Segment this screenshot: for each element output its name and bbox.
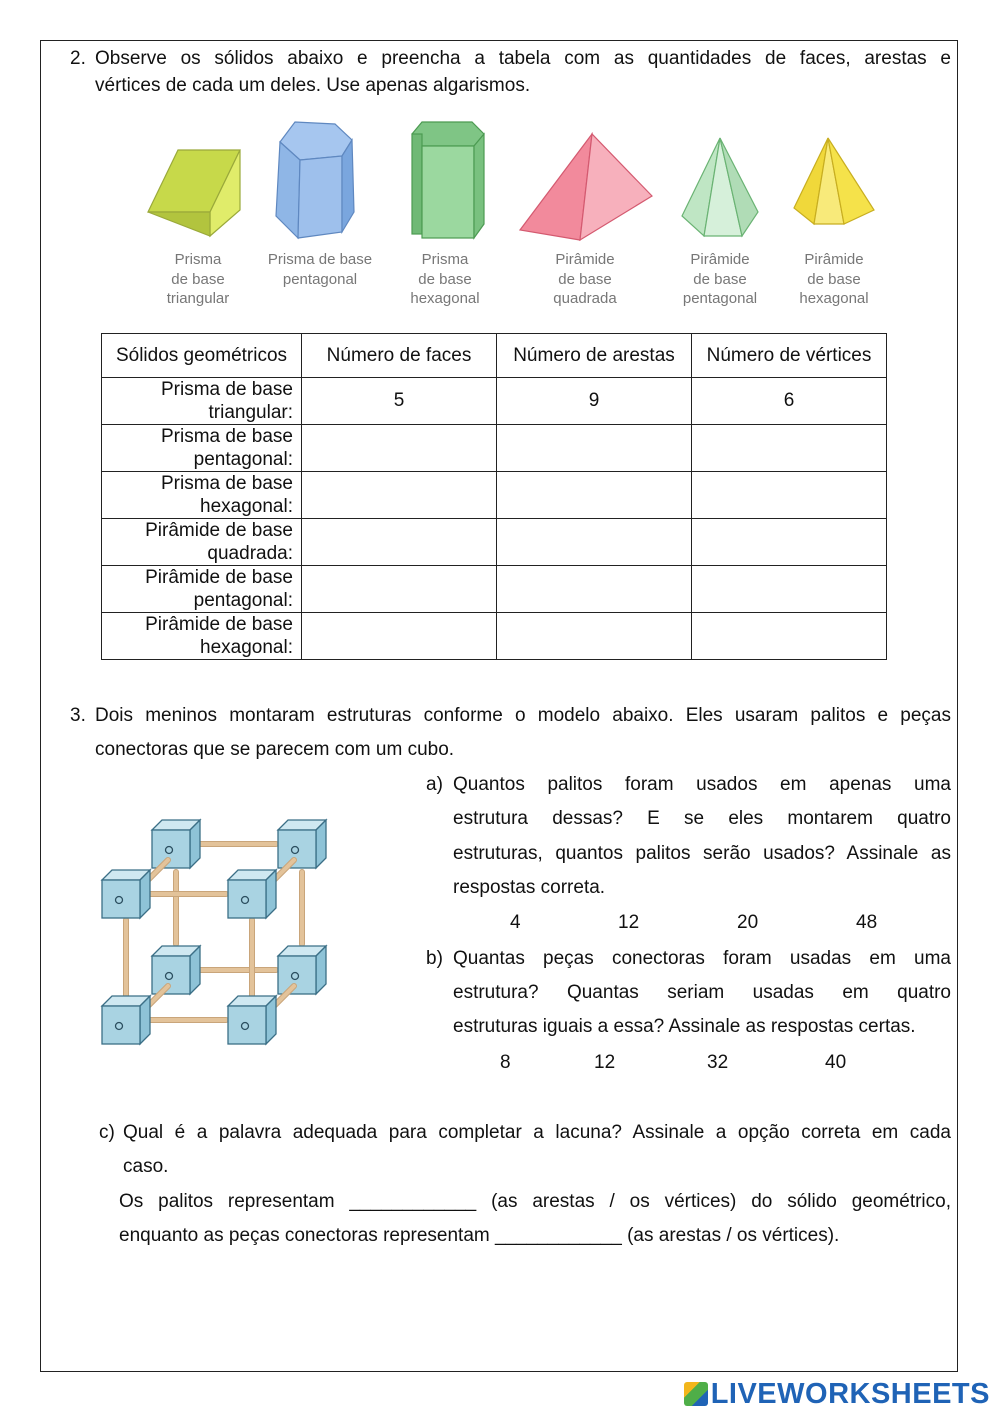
part-a-line3: estruturas, quantos palitos serão usados? Assinale as: [453, 843, 951, 864]
row-solid-name: Prisma de base triangular:: [102, 378, 302, 425]
liveworksheets-logo: LIVEWORKSHEETS: [684, 1378, 990, 1411]
question-2-number: 2.: [70, 48, 86, 69]
edges-cell[interactable]: [497, 472, 692, 519]
part-a-line1: Quantos palitos foram usados em apenas uma: [453, 774, 951, 795]
part-a-label: a): [426, 774, 443, 795]
header-vertices: Número de vértices: [692, 334, 887, 378]
table-header-row: [102, 334, 887, 378]
edges-cell[interactable]: [497, 425, 692, 472]
part-b-option[interactable]: 8: [500, 1052, 511, 1073]
faces-cell[interactable]: [302, 425, 497, 472]
caption-triangular-prism: Prisma de base triangular: [166, 251, 230, 307]
pentagonal-pyramid-image: [682, 138, 758, 236]
question-2-line1: Observe os sólidos abaixo e preencha a tabela com as quantidades de faces, arestas e: [95, 48, 951, 69]
table-row: [102, 566, 887, 613]
table-row: [102, 425, 887, 472]
table-row: [102, 613, 887, 660]
vertices-cell[interactable]: [692, 425, 887, 472]
row-solid-name: Prisma de base hexagonal:: [102, 472, 302, 519]
part-c-sentence2[interactable]: enquanto as peças conectoras representam ____________ (as arestas / os vértices).: [119, 1225, 840, 1246]
pentagonal-prism-image: [276, 122, 354, 238]
faces-cell[interactable]: [302, 519, 497, 566]
part-a-line4: respostas correta.: [453, 877, 606, 898]
question-3-line2: conectoras que se parecem com um cubo.: [95, 739, 455, 760]
part-b-option[interactable]: 40: [825, 1052, 847, 1073]
caption-hexagonal-prism: Prisma de base hexagonal: [410, 251, 480, 307]
part-a-line2: estrutura dessas? E se eles montarem quatro: [453, 808, 951, 829]
row-solid-name: Pirâmide de base hexagonal:: [102, 613, 302, 660]
part-c-line2: caso.: [123, 1156, 169, 1177]
triangular-prism-image: [148, 150, 240, 236]
row-solid-name: Pirâmide de base quadrada:: [102, 519, 302, 566]
table-row: [102, 472, 887, 519]
question-3-number: 3.: [70, 705, 86, 726]
stick-cube-illustration: [96, 812, 336, 1052]
faces-cell[interactable]: [302, 613, 497, 660]
caption-pentagonal-pyramid: Pirâmide de base pentagonal: [682, 251, 758, 307]
part-b-line1: Quantas peças conectoras foram usadas em uma: [453, 948, 951, 969]
faces-cell[interactable]: [302, 566, 497, 613]
faces-cell[interactable]: 5: [302, 378, 497, 425]
faces-cell[interactable]: [302, 472, 497, 519]
square-pyramid-image: [520, 134, 652, 240]
vertices-cell[interactable]: [692, 613, 887, 660]
caption-hexagonal-pyramid: Pirâmide de base hexagonal: [799, 251, 869, 307]
part-c-sentence1[interactable]: Os palitos representam ____________ (as arestas / os vértices) do sólido geométrico,: [119, 1191, 951, 1212]
part-a-option[interactable]: 48: [856, 912, 878, 933]
part-a-option[interactable]: 4: [510, 912, 521, 933]
logo-icon: [684, 1382, 708, 1406]
row-solid-name: Pirâmide de base pentagonal:: [102, 566, 302, 613]
part-a-option[interactable]: 12: [618, 912, 640, 933]
edges-cell[interactable]: 9: [497, 378, 692, 425]
vertices-cell[interactable]: [692, 519, 887, 566]
part-a-option[interactable]: 20: [737, 912, 759, 933]
vertices-cell[interactable]: [692, 566, 887, 613]
caption-pentagonal-prism: Prisma de base pentagonal: [267, 251, 373, 288]
table-row: [102, 378, 887, 425]
vertices-cell[interactable]: 6: [692, 378, 887, 425]
part-b-option[interactable]: 32: [707, 1052, 729, 1073]
header-edges: Número de arestas: [497, 334, 692, 378]
part-b-option[interactable]: 12: [594, 1052, 616, 1073]
question-3-line1: Dois meninos montaram estruturas conforme o modelo abaixo. Eles usaram palitos e peças: [95, 705, 951, 726]
hexagonal-prism-image: [412, 122, 484, 238]
part-c-label: c): [99, 1122, 115, 1143]
edges-cell[interactable]: [497, 566, 692, 613]
edges-cell[interactable]: [497, 519, 692, 566]
table-row: [102, 519, 887, 566]
edges-cell[interactable]: [497, 613, 692, 660]
part-c-line1: Qual é a palavra adequada para completar a lacuna? Assinale a opção correta em cada: [123, 1122, 951, 1143]
header-faces: Número de faces: [302, 334, 497, 378]
part-b-line2: estrutura? Quantas seriam usadas em quatro: [453, 982, 951, 1003]
part-b-line3: estruturas iguais a essa? Assinale as respostas certas.: [453, 1016, 916, 1037]
question-2-line2: vértices de cada um deles. Use apenas algarismos.: [95, 75, 531, 96]
row-solid-name: Prisma de base pentagonal:: [102, 425, 302, 472]
part-b-label: b): [426, 948, 443, 969]
hexagonal-pyramid-image: [794, 138, 874, 224]
vertices-cell[interactable]: [692, 472, 887, 519]
header-solids: Sólidos geométricos: [102, 334, 302, 378]
solids-table: [101, 333, 887, 660]
caption-square-pyramid: Pirâmide de base quadrada: [553, 251, 617, 307]
